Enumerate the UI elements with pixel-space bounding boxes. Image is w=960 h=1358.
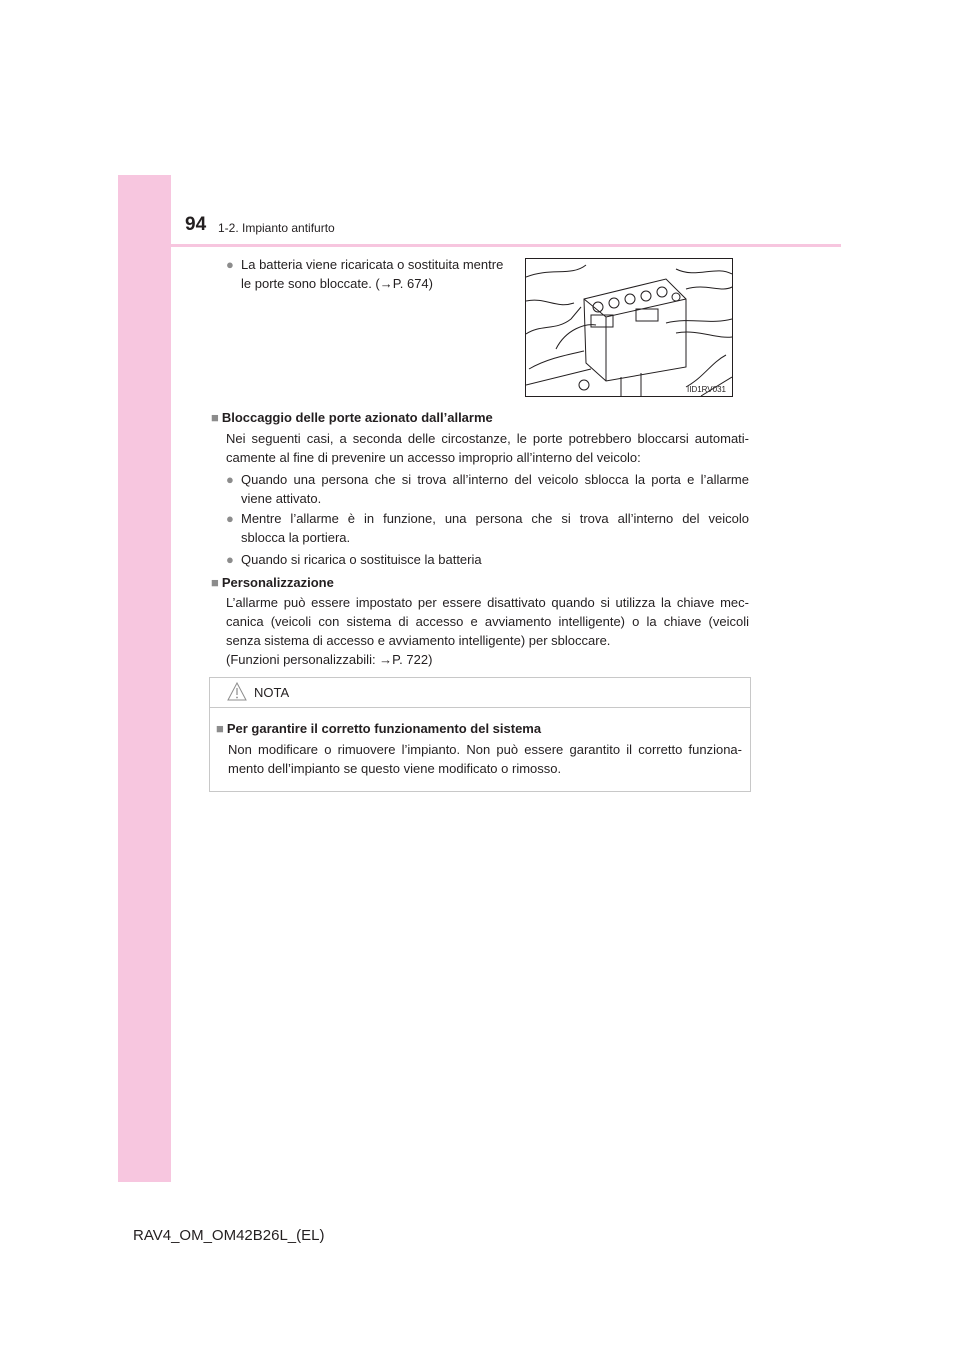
header-rule — [118, 244, 841, 247]
square-bullet-icon: ■ — [211, 575, 219, 590]
bullet-icon: ● — [226, 257, 234, 272]
nota-heading: ■ Per garantire il corretto funzionamento del sistema — [216, 721, 542, 736]
section-heading-lock: ■ Bloccaggio delle porte azionato dall’allarme — [211, 410, 493, 425]
document-code: RAV4_OM_OM42B26L_(EL) — [133, 1227, 325, 1244]
square-bullet-icon: ■ — [211, 410, 219, 425]
bullet-icon: ● — [226, 552, 234, 567]
figure-code: IID1RV031 — [687, 385, 726, 394]
side-tab-band — [118, 175, 171, 1182]
list-item: ● Quando si ricarica o sostituisce la batteria — [226, 552, 482, 567]
nota-box — [209, 677, 751, 792]
lock-description: Nei seguenti casi, a seconda delle circostanze, le porte potrebbero bloccarsi automati- camente al fine di prevenire un accesso improprio all’interno del veicolo: — [226, 431, 749, 465]
nota-header — [210, 678, 750, 708]
warning-icon — [227, 682, 247, 701]
list-item: ● Mentre l’allarme è in funzione, una persona che si trova all’interno del veicolo sblocca la portiera. — [226, 511, 749, 545]
section-heading-personalization: ■ Personalizzazione — [211, 575, 334, 590]
section-title: 1-2. Impianto antifurto — [218, 221, 335, 235]
list-item: ● Quando una persona che si trova all’interno del veicolo sblocca la porta e l’allarme viene attivato. — [226, 472, 749, 506]
battery-drawing — [526, 259, 732, 396]
bullet-icon: ● — [226, 472, 234, 487]
page-number: 94 — [185, 214, 207, 235]
bullet-icon: ● — [226, 511, 234, 526]
square-bullet-icon: ■ — [216, 721, 224, 736]
list-item: ● La batteria viene ricaricata o sostituita mentre le porte sono bloccate. (→P. 674) — [226, 257, 504, 291]
personalization-description: L’allarme può essere impostato per essere disattivato quando si utilizza la chiave mec- canica (veicoli con sistema di accesso e avviamento intelligente) o la chiave (veicoli senza sistema di accesso e avviamento intelligente) per sbloccare. (Funzioni personalizzabili: →P. 722) — [226, 595, 749, 667]
battery-illustration — [525, 258, 733, 397]
nota-text: Non modificare o rimuovere l’impianto. Non può essere garantito il corretto funziona- mento dell’impianto se questo viene modificato o rimosso. — [228, 742, 742, 776]
nota-label: NOTA — [254, 685, 290, 700]
